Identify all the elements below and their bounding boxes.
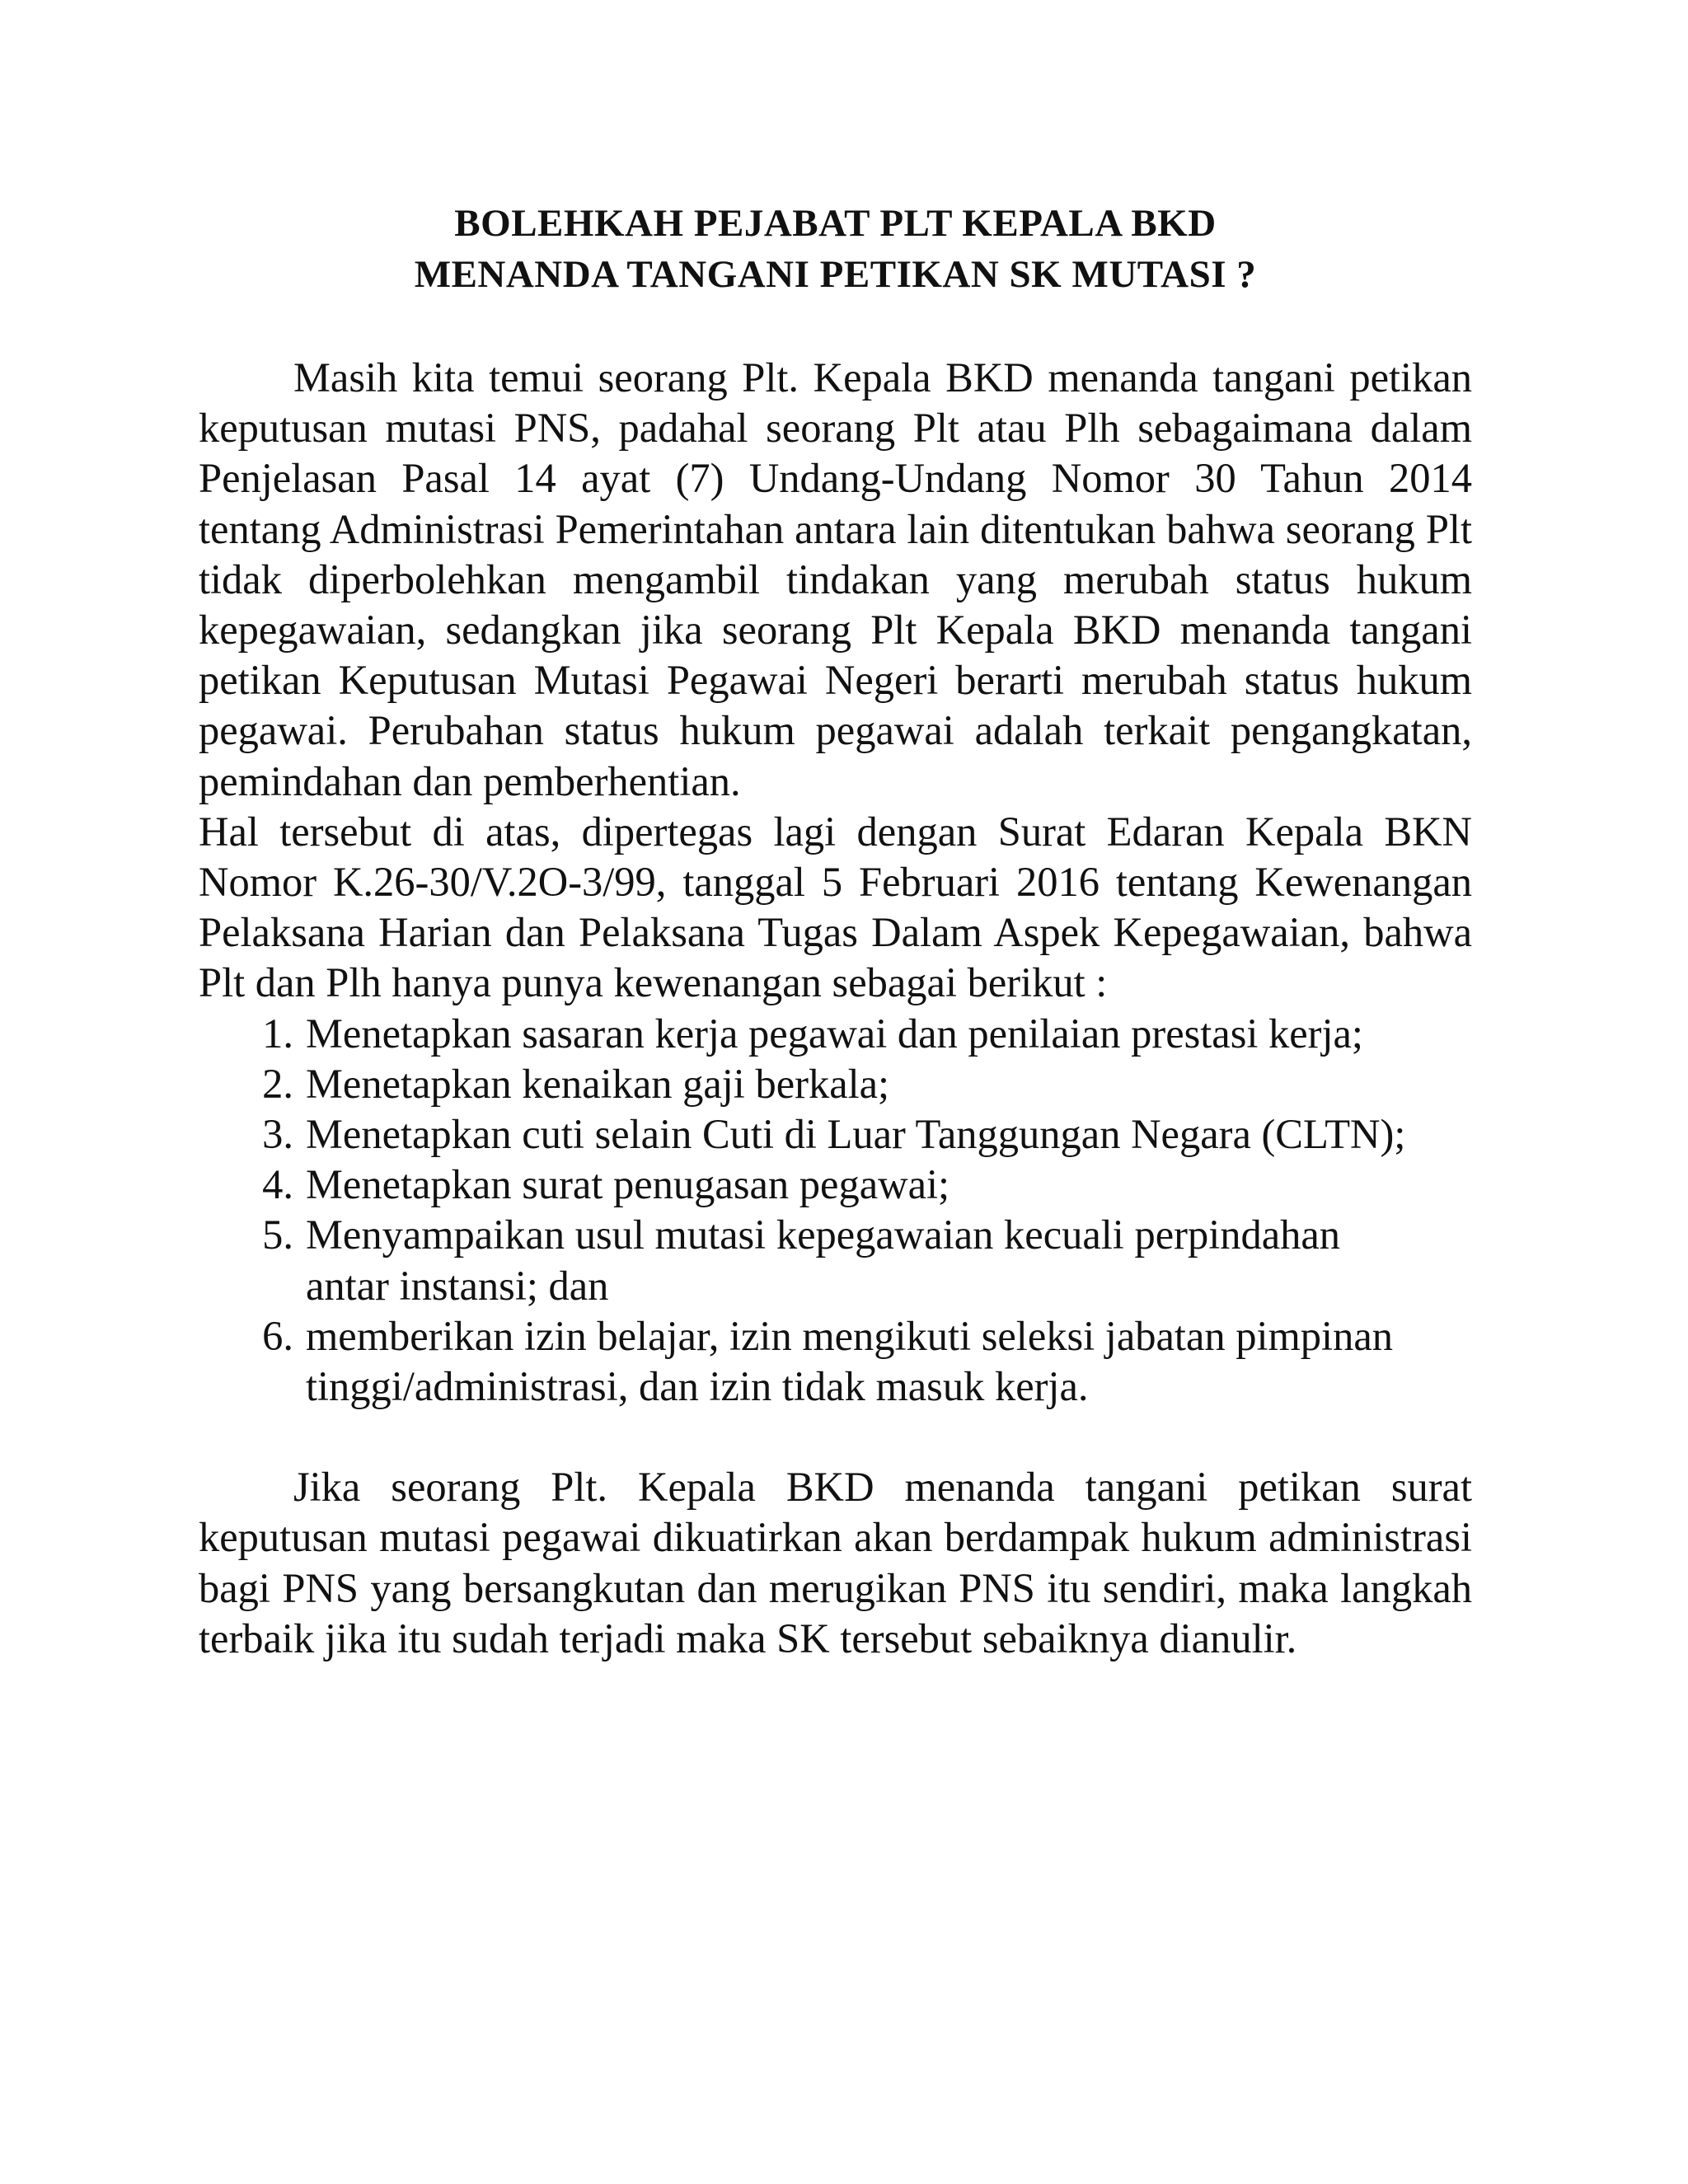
list-item-number: 2.	[262, 1060, 293, 1107]
list-item-text: memberikan izin belajar, izin mengikuti seleksi jabatan pimpinan tinggi/administrasi, dan izin tidak masuk kerja.	[306, 1312, 1393, 1410]
list-item-number: 3.	[262, 1111, 293, 1158]
list-item-number: 1.	[262, 1010, 293, 1057]
paragraph-conclusion: Jika seorang Plt. Kepala BKD menanda tangani petikan surat keputusan mutasi pegawai dikuatirkan akan berdampak hukum administrasi bagi PNS yang bersangkutan dan merugikan PNS itu sendiri, maka langkah terbaik jika itu sudah terjadi maka SK tersebut sebaiknya dianulir.	[199, 1464, 1472, 1661]
list-item-text: Menetapkan kenaikan gaji berkala;	[306, 1060, 890, 1107]
list-item	[199, 1210, 1472, 1310]
title-line-1: BOLEHKAH PEJABAT PLT KEPALA BKD	[454, 202, 1217, 245]
list-item-number: 4.	[262, 1161, 293, 1208]
list-item	[199, 1109, 1472, 1160]
list-item	[199, 1059, 1472, 1109]
list-item-number: 5.	[262, 1212, 293, 1258]
document-title	[199, 198, 1472, 300]
list-item-text: Menetapkan surat penugasan pegawai;	[306, 1161, 950, 1208]
authority-list	[199, 1009, 1472, 1413]
list-item-number: 6.	[262, 1312, 293, 1359]
document-content	[199, 198, 1472, 1664]
list-item-text: Menetapkan sasaran kerja pegawai dan penilaian prestasi kerja;	[306, 1010, 1363, 1057]
paragraph-circular-letter: Hal tersebut di atas, dipertegas lagi dengan Surat Edaran Kepala BKN Nomor K.26-30/V.2O-3/99, tanggal 5 Februari 2016 tentang Kewenangan Pelaksana Harian dan Pelaksana Tugas Dalam Aspek Kepegawaian, bahwa Plt dan Plh hanya punya kewenangan sebagai berikut :	[199, 808, 1472, 1006]
paragraph-intro: Masih kita temui seorang Plt. Kepala BKD menanda tangani petikan keputusan mutasi PNS, padahal seorang Plt atau Plh sebagaimana dalam Penjelasan Pasal 14 ayat (7) Undang-Undang Nomor 30 Tahun 2014 tentang Administrasi Pemerintahan antara lain ditentukan bahwa seorang Plt tidak diperbolehkan mengambil tindakan yang merubah status hukum kepegawaian, sedangkan jika seorang Plt Kepala BKD menanda tangani petikan Keputusan Mutasi Pegawai Negeri berarti merubah status hukum pegawai. Perubahan status hukum pegawai adalah terkait pengangkatan, pemindahan dan pemberhentian.	[199, 354, 1472, 804]
list-item	[199, 1009, 1472, 1059]
list-item	[199, 1311, 1472, 1412]
title-line-2: MENANDA TANGANI PETIKAN SK MUTASI ?	[414, 253, 1257, 296]
list-item-text: Menetapkan cuti selain Cuti di Luar Tanggungan Negara (CLTN);	[306, 1111, 1406, 1158]
list-item-text: Menyampaikan usul mutasi kepegawaian kecuali perpindahan antar instansi; dan	[306, 1212, 1341, 1309]
list-item	[199, 1160, 1472, 1210]
